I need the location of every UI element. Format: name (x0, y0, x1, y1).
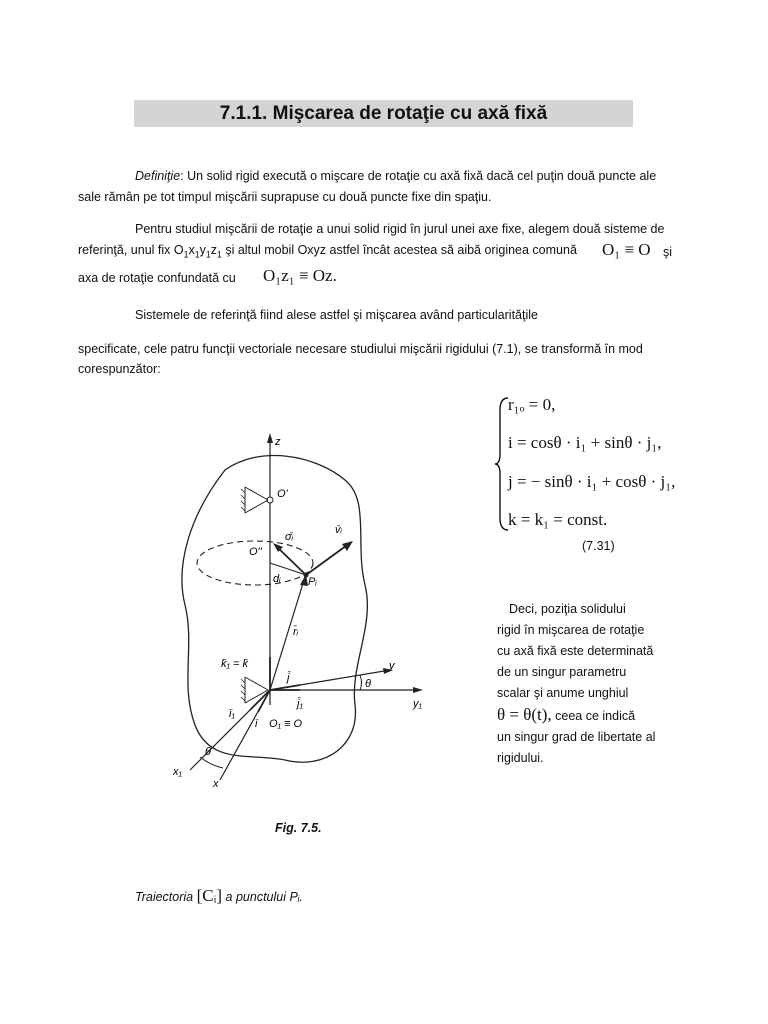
label-d: dᵢ (273, 573, 281, 585)
side-explanation: Deci, poziţia solidului rigid în mişcarea de rotaţie cu axă fixă este determinată de un singur parametru scalar şi anume unghiul θ = θ(t), ceea ce indică un singur grad de libertate al rigidului. (497, 602, 656, 765)
velocity-vector (306, 543, 350, 575)
definition-line2: sale rămân pe tot timpul mişcării suprapuse cu două puncte fixe din spaţiu. (78, 190, 492, 204)
label-x1: x₁ (173, 766, 182, 778)
label-j1: j̄₁ (297, 698, 303, 710)
label-x: x (213, 778, 219, 790)
definition-label: Definiţie (135, 169, 181, 183)
equation-number: (7.31) (582, 539, 615, 553)
para2-line1: Pentru studiul mişcării de rotaţie a unui solid rigid în jurul unei axe fixe, alegem două sisteme de (135, 222, 665, 236)
label-O-double: O'' (249, 546, 262, 558)
para2-line2: referinţă, unul fix $O_1x_1y_1z_1$ şi altul mobil Oxyz astfel încât acestea să aibă originea comună (78, 243, 577, 260)
label-v: v̄ᵢ (335, 524, 342, 536)
label-y1: y₁ (413, 698, 422, 710)
theta-arc-x (200, 757, 223, 768)
label-origin: O₁ ≡ O (269, 718, 303, 730)
label-sigma: σ̄ᵢ (285, 531, 294, 543)
equation-4: k = k₁ = const. (508, 510, 608, 529)
label-i1: ī₁ (229, 708, 235, 720)
para4-line2: corespunzător: (78, 362, 161, 376)
theta-arc-y (360, 675, 362, 690)
label-z: z (275, 436, 281, 448)
label-k: k̄₁ = k̄ (221, 658, 249, 670)
label-theta1: θ (365, 678, 371, 690)
rigid-body-outline (182, 456, 367, 763)
equation-2: i = cosθ · i₁ + sinθ · j₁, (508, 433, 662, 452)
equation-3: j = − sinθ · i₁ + cosθ · j₁, (508, 472, 676, 491)
label-j: j̄ (287, 672, 290, 684)
section-title: 7.1.1. Mişcarea de rotaţie cu axă fixă (219, 102, 548, 124)
equation-1: r₁ₒ = 0, (508, 395, 556, 414)
label-O-prime: O' (277, 488, 288, 500)
theta-equation: θ = θ(t), (497, 705, 552, 724)
section-title-bar (134, 100, 633, 127)
label-theta2: θ (205, 746, 211, 758)
axis-equation: O₁z₁ ≡ Oz. (263, 266, 337, 285)
label-i: ī (255, 718, 258, 730)
definition-paragraph (135, 166, 715, 187)
label-r: r̄ᵢ (293, 626, 299, 638)
definition-line1: : Un solid rigid execută o mişcare de rotaţie cu axă fixă dacă cel puţin două puncte ale (180, 169, 657, 183)
rotation-figure (165, 425, 465, 805)
label-P: Pᵢ (308, 576, 317, 588)
label-y: y (389, 660, 395, 672)
figure-caption: Fig. 7.5. (275, 821, 322, 835)
para3: Sistemele de referinţă fiind alese astfel şi mişcarea având particularităţile (135, 308, 538, 322)
para4-line1: specificate, cele patru funcţii vectoriale necesare studiului mişcării rigidului (7.1), se transformă în mod (78, 342, 643, 356)
para2-line3: axa de rotaţie confundată cu (78, 271, 236, 285)
origin-equation: O₁ ≡ O (602, 240, 651, 259)
trajectory-line: Traiectoria [Cᵢ] a punctului Pᵢ. (135, 886, 303, 905)
para2-line2-end: şi (663, 245, 673, 259)
trajectory-symbol: [Cᵢ] (196, 886, 223, 905)
